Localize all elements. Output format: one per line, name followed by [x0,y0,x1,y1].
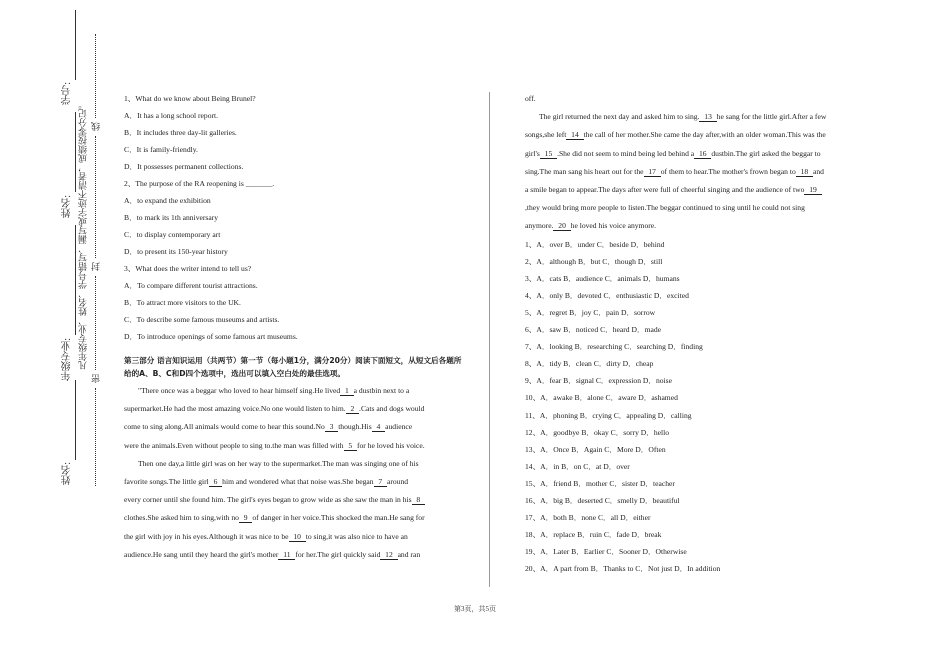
option: C．To describe some famous museums and artists. [124,315,280,324]
id-label: 学号: [62,82,73,105]
column-divider [489,92,490,587]
blank: 11 [279,549,295,559]
page-footer: 第3页，共5页 [454,605,496,613]
id-line [75,10,76,80]
passage-line: were the animals.Even without people to sing to.the man was filled with 5 for he loved his voice. [124,440,425,450]
option-row: 1、A．over B．under C．beside D．behind [525,239,665,249]
option: D．to present its 150-year history [124,247,228,256]
option-row: 2、A．although B．but C．though D．still [525,256,663,266]
passage-line: The girl returned the next day and asked him to sing. 13 he sang for the little girl.After a few [539,112,827,122]
seal-dotted-line [95,34,96,118]
blank: 9 [239,513,252,523]
seal-mark-line: 线 [91,122,101,131]
option-row: 17、A．both B．none C．all D．either [525,513,651,523]
option: A．to expand the exhibition [124,196,211,205]
option-row: 8、A．tidy B．clean C．dirty D．cheap [525,359,654,369]
blank: 17 [644,166,660,176]
blank: 20 [554,221,570,231]
option: A．It has a long school report. [124,111,219,120]
option-row: 18、A．replace B．ruin C．fade D．break [525,530,662,540]
blank: 5 [344,440,356,450]
passage-line: a smile began to appear.The days after were full of cheerful singing and the audience of two 19 [525,185,821,195]
option: D．It possesses permanent collections. [124,162,244,171]
blank: 3 [325,422,338,432]
passage-line: off. [525,94,536,103]
option-row: 7、A．looking B．researching C．searching D．finding [525,342,703,352]
blank: 14 [567,130,583,140]
blank: 15 [540,148,557,158]
question-stem: 2、The purpose of the RA reopening is _______. [124,179,275,188]
option: D．To introduce openings of some famous art museums. [124,332,298,341]
passage-line: come to sing along.All animals would come to hear this sound.No 3 though.His 4 audience [124,422,413,432]
blank: 19 [805,185,821,195]
option: B．To attract more visitors to the UK. [124,298,241,307]
question-stem: 3、What does the writer intend to tell us? [124,264,252,273]
seal-mark-seal: 封 [91,262,101,271]
passage-line: songs,she left 14 the call of her mother.She came the day after,with an older woman.This was the [525,130,826,140]
option-row: 15、A．friend B．mother C．sister D．teacher [525,478,675,488]
blank: 7 [374,477,386,487]
blank: 8 [412,495,425,505]
seal-dotted-line [95,276,96,370]
option-row: 12、A．goodbye B．okay C．sorry D．hello [525,427,670,437]
binding-warning: 凡年级专业、姓名、学号错写、漏写或字迹不清者，成绩按零分记。 [78,100,88,370]
passage-line: sing.The man sang his heart out for the 17 of them to hear.The mother's frown began to 18 and [525,166,824,176]
seal-mark-secret: 密 [91,374,101,383]
blank: 13 [700,112,716,122]
name-label: 姓名: [62,195,73,218]
passage-line: ,they would bring more people to listen.The beggar continued to sing until he could not sing [525,203,805,213]
option: B．to mark its 1th anniversary [124,213,219,222]
option-row: 20、A．A part from B．Thanks to C．Not just D．In addition [525,564,721,574]
grade-label: 年级专业: [62,338,73,381]
question-2 [124,175,464,260]
school-label: 姓名: [62,462,73,485]
option-row: 13、A．Once B．Again C．More D．Often [525,444,666,454]
passage-line: "There once was a beggar who loved to hear himself sing.He lived 1 a dustbin next to a [138,386,410,395]
passage-line: every corner until she found him. The girl's eyes began to grow wide as she saw the man in his 8 [124,495,425,505]
blank: 16 [695,148,711,158]
blank: 2 [346,404,359,414]
option-row: 9、A．fear B．signal C．expression D．noise [525,376,673,386]
question-stem: 1、What do we know about Being Brunel? [124,94,256,103]
option: A．To compare different tourist attractions. [124,281,258,290]
option-row: 3、A．cats B．audience C．animals D．humans [525,273,680,283]
option: C．to display contemporary art [124,230,221,239]
passage-line: favorite songs.The little girl 6 him and wondered what that noise was.She began 7 around [124,477,409,487]
option-row: 4、A．only B．devoted C．enthusiastic D．excited [525,290,689,300]
section-title: 第三部分 语言知识运用（共两节）第一节（每小题1分，满分20分）阅读下面短文，从短文后各题所给的A、B、C和D四个选项中，选出可以填入空白处的最佳选项。 [124,356,462,378]
blank: 6 [209,477,222,487]
option-row: 19、A．Later B．Earlier C．Sooner D．Otherwise [525,547,687,557]
blank: 4 [372,422,385,432]
left-column [124,90,464,564]
seal-dotted-line [95,388,96,486]
seal-dotted-line [95,136,96,258]
option-row: 5、A．regret B．joy C．pain D．sorrow [525,308,656,317]
blank: 1 [341,386,353,395]
option-row: 16、A．big B．deserted C．smelly D．beautiful [525,496,680,506]
binding-margin [0,0,110,672]
blank: 18 [796,166,812,176]
passage-line: the girl with joy in his eyes.Although it was nice to be 10 to sing,it was also nice to have an [124,531,408,541]
blank: 10 [289,531,305,541]
passage-line: clothes.She asked him to sing,with no 9 of danger in her voice.This shocked the man.He sang for [124,513,425,523]
option-row: 6、A．saw B．noticed C．heard D．made [525,325,662,335]
option-row: 10、A．awake B．alone C．aware D．ashamed [525,393,678,403]
option: C．It is family-friendly. [124,145,198,154]
passage-part-1 [124,382,464,564]
question-1 [124,90,464,175]
passage-line: Then one day,a little girl was on her way to the supermarket.The man was singing one of his [138,458,419,468]
options-list [525,236,865,578]
option-row: 11、A．phoning B．crying C．appealing D．calling [525,410,692,420]
passage-line: anymore. 20 he loved his voice anymore. [525,221,657,231]
name-line [75,112,76,192]
option: B．It includes three day-lit galleries. [124,128,237,137]
question-3 [124,260,464,345]
option-row: 14、A．in B．on C．at D．over [525,461,630,471]
passage-line: girl's 15 .She did not seem to mind being led behind a 16 dustbin.The girl asked the beggar to [525,148,821,158]
right-column [525,90,865,578]
grade-line [75,225,76,335]
school-line [75,380,76,460]
passage-line: supermarket.He had the most amazing voice.No one would listen to him. 2 .Cats and dogs would [124,404,425,414]
blank: 12 [381,549,397,559]
passage-line: audience.He sang until they heard the girl's mother 11 for her.The girl quickly said 12 and ran [124,549,421,559]
